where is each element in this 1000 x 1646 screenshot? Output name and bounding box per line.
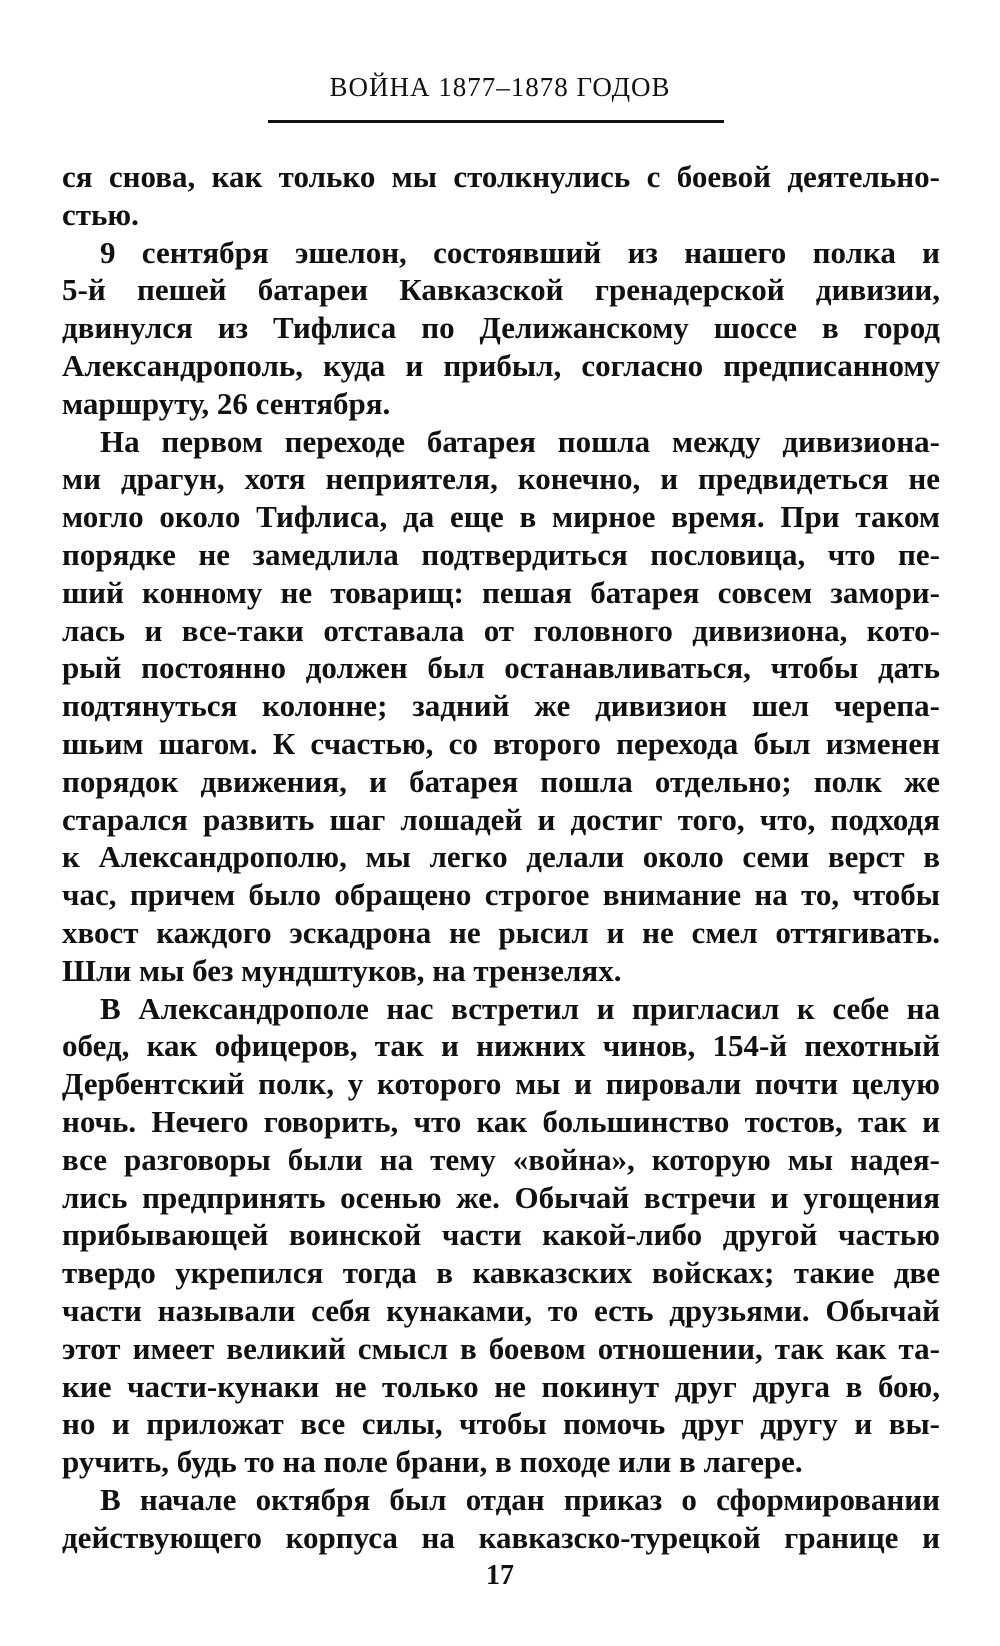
text-line: лись предпринять осенью же. Обычай встречи и угощения bbox=[62, 1179, 940, 1215]
text-line: В Александрополе нас встретил и пригласил к себе на bbox=[100, 990, 940, 1026]
text-line: Шли мы без мундштуков, на трензелях. bbox=[62, 952, 622, 988]
text-line: ший конному не товарищ: пешая батарея совсем замори- bbox=[62, 574, 940, 610]
text-line: двинулся из Тифлиса по Делижанскому шоссе в город bbox=[62, 310, 940, 346]
text-line: стью. bbox=[62, 196, 139, 232]
text-line: кие части-кунаки не только не покинут друг друга в бою, bbox=[62, 1368, 940, 1404]
text-line: к Александрополю, мы легко делали около семи верст в bbox=[62, 839, 940, 875]
text-line: обед, как офицеров, так и нижних чинов, 154-й пехотный bbox=[62, 1028, 940, 1064]
text-line: порядок движения, и батарея пошла отдельно; полк же bbox=[62, 763, 940, 799]
text-line: лась и все-таки отставала от головного дивизиона, кото- bbox=[62, 612, 940, 648]
text-line: В начале октября был отдан приказ о сформировании bbox=[100, 1481, 940, 1517]
text-line: могло около Тифлиса, да еще в мирное время. При таком bbox=[62, 499, 940, 535]
text-line: ми драгун, хотя неприятеля, конечно, и предвидеться не bbox=[62, 461, 940, 497]
text-line: На первом переходе батарея пошла между дивизиона- bbox=[100, 423, 940, 459]
text-line: ночь. Нечего говорить, что как большинство тостов, так и bbox=[62, 1103, 940, 1139]
text-line: старался развить шаг лошадей и достиг того, что, подходя bbox=[62, 801, 940, 837]
text-line: маршруту, 26 сентября. bbox=[62, 385, 391, 421]
text-line: Александрополь, куда и прибыл, согласно предписанному bbox=[62, 347, 940, 383]
text-line: хвост каждого эскадрона не рысил и не смел оттягивать. bbox=[62, 914, 940, 950]
text-line: 5-й пешей батареи Кавказской гренадерской дивизии, bbox=[62, 272, 940, 308]
text-line: прибывающей воинской части какой-либо другой частью bbox=[62, 1217, 940, 1253]
text-line: порядке не замедлила подтвердиться пословица, что пе- bbox=[62, 536, 940, 572]
text-line: все разговоры были на тему «война», которую мы надея- bbox=[62, 1141, 940, 1177]
text-line: 9 сентября эшелон, состоявший из нашего полка и bbox=[100, 234, 940, 270]
body-text bbox=[62, 158, 940, 1556]
header-rule bbox=[268, 120, 724, 123]
text-line: части называли себя кунаками, то есть друзьями. Обычай bbox=[62, 1292, 940, 1328]
text-line: Дербентский полк, у которого мы и пировали почти целую bbox=[62, 1066, 940, 1102]
text-line: подтянуться колонне; задний же дивизион шел черепа- bbox=[62, 688, 940, 724]
text-line: час, причем было обращено строгое внимание на то, чтобы bbox=[62, 877, 940, 913]
running-title: ВОЙНА 1877–1878 ГОДОВ bbox=[329, 72, 671, 102]
page-number: 17 bbox=[486, 1560, 514, 1591]
text-line: ся снова, как только мы столкнулись с боевой деятельно- bbox=[62, 159, 940, 194]
text-line: твердо укрепился тогда в кавказских войсках; такие две bbox=[62, 1255, 940, 1291]
text-line: этот имеет великий смысл в боевом отношении, так как та- bbox=[62, 1330, 940, 1366]
text-line: рый постоянно должен был останавливаться, чтобы дать bbox=[62, 650, 940, 686]
text-line: шьим шагом. К счастью, со второго перехода был изменен bbox=[62, 725, 940, 761]
text-line: ручить, будь то на поле брани, в походе или в лагере. bbox=[62, 1444, 803, 1480]
text-line: действующего корпуса на кавказско-турецкой границе и bbox=[62, 1519, 940, 1555]
text-line: но и приложат все силы, чтобы помочь друг другу и вы- bbox=[62, 1406, 940, 1442]
